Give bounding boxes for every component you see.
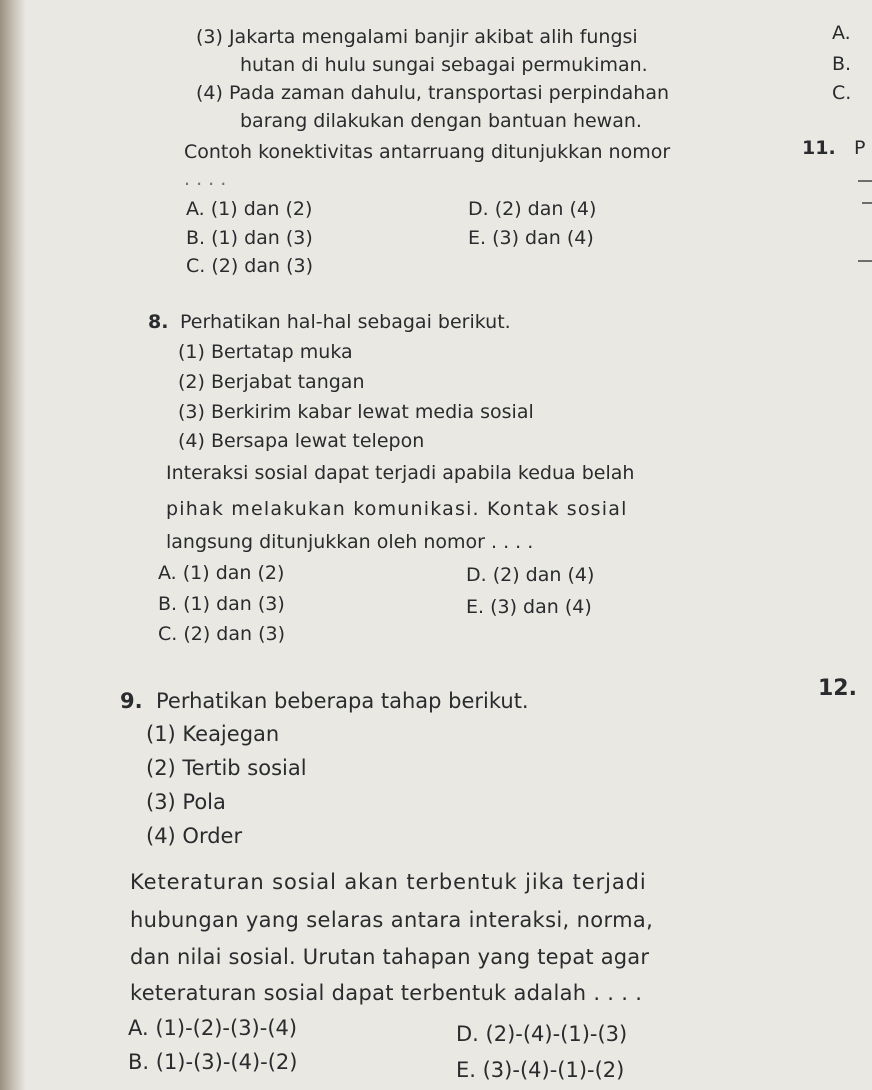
q9-stem-line3: dan nilai sosial. Urutan tahapan yang tepat agar — [130, 945, 650, 969]
q7-option-b[interactable]: B. (1) dan (3) — [186, 227, 313, 249]
q7-option-a[interactable]: A. (1) dan (2) — [186, 198, 313, 220]
q7-option-c[interactable]: C. (2) dan (3) — [186, 255, 313, 277]
q7-item-4-line1: (4) Pada zaman dahulu, transportasi perpindahan — [196, 82, 670, 104]
cut-glyph-mark — [858, 260, 872, 262]
q7-item-3-line2: hutan di hulu sungai sebagai permukiman. — [240, 54, 648, 76]
right-option-a: A. — [832, 22, 851, 44]
q7-item-4-line2: barang dilakukan dengan bantuan hewan. — [240, 110, 642, 132]
right-option-b: B. — [832, 53, 852, 75]
q8-item-3: (3) Berkirim kabar lewat media sosial — [178, 401, 534, 423]
q8-item-4: (4) Bersapa lewat telepon — [178, 430, 425, 452]
cut-glyph-mark — [858, 180, 872, 182]
q8-option-a[interactable]: A. (1) dan (2) — [158, 562, 285, 584]
page-edge-shadow — [0, 0, 26, 1090]
q9-option-e[interactable]: E. (3)-(4)-(1)-(2) — [456, 1058, 625, 1082]
q9-item-2: (2) Tertib sosial — [146, 756, 307, 780]
q8-intro: Perhatikan hal-hal sebagai berikut. — [180, 311, 511, 333]
q9-item-3: (3) Pola — [146, 790, 226, 814]
q8-item-1: (1) Bertatap muka — [178, 341, 353, 363]
q7-blank: . . . . — [184, 168, 227, 190]
q9-item-1: (1) Keajegan — [146, 722, 280, 746]
q9-stem-line2: hubungan yang selaras antara interaksi, norma, — [130, 908, 654, 932]
q9-option-b[interactable]: B. (1)-(3)-(4)-(2) — [128, 1050, 298, 1074]
q7-item-3-line1: (3) Jakarta mengalami banjir akibat alih fungsi — [196, 26, 638, 48]
q8-item-2: (2) Berjabat tangan — [178, 371, 365, 393]
question-11-number: 11. — [802, 137, 836, 159]
q9-stem-line4: keteraturan sosial dapat terbentuk adalah . . . . — [130, 981, 643, 1005]
q9-item-4: (4) Order — [146, 824, 243, 848]
q9-option-a[interactable]: A. (1)-(2)-(3)-(4) — [128, 1016, 298, 1040]
q8-option-d[interactable]: D. (2) dan (4) — [466, 564, 595, 586]
q7-option-d[interactable]: D. (2) dan (4) — [468, 198, 597, 220]
q8-stem-line1: Interaksi sosial dapat terjadi apabila kedua belah — [166, 462, 635, 484]
question-12-number: 12. — [818, 676, 857, 701]
q7-option-e[interactable]: E. (3) dan (4) — [468, 227, 594, 249]
q9-option-d[interactable]: D. (2)-(4)-(1)-(3) — [456, 1022, 628, 1046]
cut-glyph-mark — [862, 202, 872, 204]
q8-option-b[interactable]: B. (1) dan (3) — [158, 593, 285, 615]
question-11-cut-text: P — [854, 137, 866, 159]
right-option-c: C. — [832, 82, 852, 104]
q9-stem-line1: Keteraturan sosial akan terbentuk jika terjadi — [130, 870, 647, 894]
q9-intro: Perhatikan beberapa tahap berikut. — [156, 689, 529, 713]
q8-option-c[interactable]: C. (2) dan (3) — [158, 623, 285, 645]
q9-number: 9. — [120, 689, 143, 713]
q7-question: Contoh konektivitas antarruang ditunjukkan nomor — [184, 141, 671, 163]
q8-stem-line2: pihak melakukan komunikasi. Kontak sosial — [166, 498, 628, 520]
q8-number: 8. — [148, 311, 169, 333]
q8-option-e[interactable]: E. (3) dan (4) — [466, 596, 592, 618]
q8-stem-line3: langsung ditunjukkan oleh nomor . . . . — [166, 531, 534, 553]
